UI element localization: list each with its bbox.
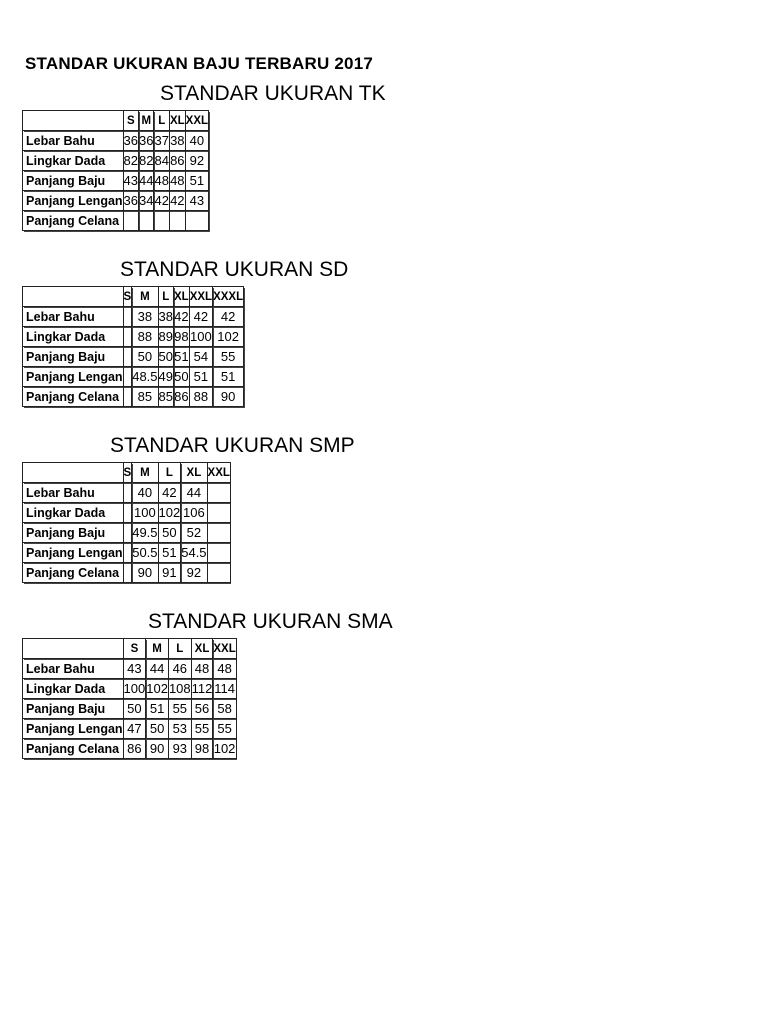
value-cell: 86 bbox=[169, 151, 185, 171]
value-cell bbox=[123, 483, 132, 503]
value-cell: 91 bbox=[158, 563, 181, 583]
value-cell: 48 bbox=[154, 171, 169, 191]
size-header-cell: L bbox=[158, 463, 181, 483]
size-header-cell: XL bbox=[181, 463, 207, 483]
value-cell bbox=[207, 543, 230, 563]
table-row bbox=[23, 699, 237, 719]
value-cell: 114 bbox=[213, 679, 236, 699]
value-cell: 36 bbox=[139, 131, 154, 151]
value-cell bbox=[123, 367, 132, 387]
table-row bbox=[23, 659, 237, 679]
size-header-cell: XXL bbox=[207, 463, 230, 483]
value-cell: 48 bbox=[169, 171, 185, 191]
value-cell: 102 bbox=[213, 739, 236, 759]
value-cell bbox=[123, 307, 132, 327]
value-cell: 55 bbox=[191, 719, 213, 739]
value-cell: 49.5 bbox=[132, 523, 158, 543]
value-cell: 44 bbox=[139, 171, 154, 191]
row-label: Panjang Celana bbox=[23, 211, 124, 231]
value-cell: 38 bbox=[158, 307, 173, 327]
value-cell: 49 bbox=[158, 367, 173, 387]
table-row bbox=[23, 387, 244, 407]
value-cell bbox=[169, 211, 185, 231]
value-cell bbox=[207, 523, 230, 543]
section-title: STANDAR UKURAN TK bbox=[160, 82, 386, 105]
size-header-cell: M bbox=[132, 463, 158, 483]
row-label: Panjang Baju bbox=[23, 523, 124, 543]
size-header-cell: XL bbox=[169, 111, 185, 131]
value-cell: 40 bbox=[132, 483, 158, 503]
row-label: Panjang Baju bbox=[23, 171, 124, 191]
value-cell bbox=[123, 523, 132, 543]
value-cell: 51 bbox=[174, 347, 190, 367]
size-header-cell: S bbox=[123, 287, 132, 307]
size-header-cell: XL bbox=[191, 639, 213, 659]
row-label: Lebar Bahu bbox=[23, 483, 124, 503]
size-header-cell: S bbox=[123, 111, 138, 131]
value-cell: 58 bbox=[213, 699, 236, 719]
header-row bbox=[23, 111, 209, 131]
table-row bbox=[23, 367, 244, 387]
size-header-cell: M bbox=[139, 111, 154, 131]
value-cell: 90 bbox=[146, 739, 169, 759]
value-cell bbox=[154, 211, 169, 231]
value-cell: 38 bbox=[132, 307, 158, 327]
section-title: STANDAR UKURAN SMP bbox=[110, 434, 355, 457]
value-cell: 48 bbox=[191, 659, 213, 679]
value-cell: 98 bbox=[174, 327, 190, 347]
value-cell: 51 bbox=[158, 543, 181, 563]
value-cell: 47 bbox=[123, 719, 146, 739]
value-cell bbox=[139, 211, 154, 231]
value-cell bbox=[207, 563, 230, 583]
value-cell: 102 bbox=[146, 679, 169, 699]
value-cell: 92 bbox=[181, 563, 207, 583]
size-header-cell: L bbox=[158, 287, 173, 307]
value-cell: 82 bbox=[123, 151, 138, 171]
size-header-cell: XXL bbox=[189, 287, 212, 307]
size-table-sma bbox=[22, 638, 237, 759]
size-header-cell: S bbox=[123, 639, 146, 659]
table-row bbox=[23, 151, 209, 171]
value-cell: 98 bbox=[191, 739, 213, 759]
table-row bbox=[23, 679, 237, 699]
size-table-tk bbox=[22, 110, 209, 231]
value-cell: 106 bbox=[181, 503, 207, 523]
table-row bbox=[23, 131, 209, 151]
value-cell: 55 bbox=[213, 719, 236, 739]
value-cell bbox=[123, 563, 132, 583]
row-label: Panjang Lengan bbox=[23, 367, 124, 387]
size-header-cell: L bbox=[168, 639, 191, 659]
value-cell: 93 bbox=[168, 739, 191, 759]
value-cell: 102 bbox=[213, 327, 244, 347]
value-cell: 82 bbox=[139, 151, 154, 171]
size-header-cell: M bbox=[146, 639, 169, 659]
value-cell bbox=[123, 347, 132, 367]
value-cell: 88 bbox=[189, 387, 212, 407]
value-cell: 46 bbox=[168, 659, 191, 679]
row-label: Panjang Celana bbox=[23, 739, 124, 759]
value-cell: 40 bbox=[185, 131, 208, 151]
table-row bbox=[23, 347, 244, 367]
row-label: Lebar Bahu bbox=[23, 131, 124, 151]
value-cell: 37 bbox=[154, 131, 169, 151]
value-cell: 85 bbox=[132, 387, 158, 407]
table-row bbox=[23, 739, 237, 759]
row-label: Lebar Bahu bbox=[23, 307, 124, 327]
header-row bbox=[23, 463, 231, 483]
value-cell: 36 bbox=[123, 191, 138, 211]
value-cell: 42 bbox=[154, 191, 169, 211]
table-row bbox=[23, 211, 209, 231]
header-corner-cell bbox=[23, 639, 124, 659]
size-header-cell: XXL bbox=[213, 639, 236, 659]
value-cell bbox=[185, 211, 208, 231]
value-cell: 50 bbox=[132, 347, 158, 367]
value-cell: 100 bbox=[189, 327, 212, 347]
row-label: Panjang Baju bbox=[23, 699, 124, 719]
value-cell: 51 bbox=[146, 699, 169, 719]
value-cell: 44 bbox=[181, 483, 207, 503]
table-row bbox=[23, 503, 231, 523]
value-cell: 34 bbox=[139, 191, 154, 211]
row-label: Panjang Lengan bbox=[23, 191, 124, 211]
section-title: STANDAR UKURAN SD bbox=[120, 258, 349, 281]
table-row bbox=[23, 483, 231, 503]
value-cell: 50 bbox=[146, 719, 169, 739]
value-cell: 50.5 bbox=[132, 543, 158, 563]
table-row bbox=[23, 307, 244, 327]
row-label: Panjang Lengan bbox=[23, 719, 124, 739]
size-header-cell: XXL bbox=[185, 111, 208, 131]
value-cell: 42 bbox=[189, 307, 212, 327]
value-cell: 43 bbox=[185, 191, 208, 211]
value-cell: 42 bbox=[174, 307, 190, 327]
section-title: STANDAR UKURAN SMA bbox=[148, 610, 393, 633]
value-cell: 51 bbox=[213, 367, 244, 387]
table-row bbox=[23, 191, 209, 211]
table-row bbox=[23, 171, 209, 191]
value-cell bbox=[123, 387, 132, 407]
value-cell bbox=[123, 503, 132, 523]
row-label: Lingkar Dada bbox=[23, 503, 124, 523]
header-corner-cell bbox=[23, 463, 124, 483]
row-label: Panjang Celana bbox=[23, 387, 124, 407]
row-label: Lingkar Dada bbox=[23, 327, 124, 347]
value-cell: 85 bbox=[158, 387, 173, 407]
table-row bbox=[23, 523, 231, 543]
table-row bbox=[23, 327, 244, 347]
header-corner-cell bbox=[23, 287, 124, 307]
value-cell: 50 bbox=[158, 523, 181, 543]
value-cell: 92 bbox=[185, 151, 208, 171]
value-cell bbox=[123, 543, 132, 563]
value-cell: 100 bbox=[132, 503, 158, 523]
table-row bbox=[23, 563, 231, 583]
value-cell: 86 bbox=[123, 739, 146, 759]
value-cell: 54 bbox=[189, 347, 212, 367]
value-cell bbox=[207, 483, 230, 503]
value-cell: 42 bbox=[169, 191, 185, 211]
size-header-cell: L bbox=[154, 111, 169, 131]
value-cell: 44 bbox=[146, 659, 169, 679]
size-header-cell: S bbox=[123, 463, 132, 483]
value-cell: 42 bbox=[213, 307, 244, 327]
header-row bbox=[23, 287, 244, 307]
value-cell: 43 bbox=[123, 171, 138, 191]
size-header-cell: M bbox=[132, 287, 158, 307]
value-cell bbox=[207, 503, 230, 523]
value-cell: 55 bbox=[168, 699, 191, 719]
page-title: STANDAR UKURAN BAJU TERBARU 2017 bbox=[25, 54, 374, 73]
value-cell: 90 bbox=[132, 563, 158, 583]
header-row bbox=[23, 639, 237, 659]
table-row bbox=[23, 543, 231, 563]
value-cell: 42 bbox=[158, 483, 181, 503]
size-header-cell: XXXL bbox=[213, 287, 244, 307]
value-cell: 108 bbox=[168, 679, 191, 699]
value-cell: 48 bbox=[213, 659, 236, 679]
value-cell: 50 bbox=[158, 347, 173, 367]
value-cell bbox=[123, 211, 138, 231]
value-cell: 36 bbox=[123, 131, 138, 151]
value-cell: 50 bbox=[174, 367, 190, 387]
value-cell: 56 bbox=[191, 699, 213, 719]
size-table-sd bbox=[22, 286, 244, 407]
value-cell: 54.5 bbox=[181, 543, 207, 563]
value-cell: 112 bbox=[191, 679, 213, 699]
row-label: Lebar Bahu bbox=[23, 659, 124, 679]
header-corner-cell bbox=[23, 111, 124, 131]
value-cell: 84 bbox=[154, 151, 169, 171]
row-label: Panjang Lengan bbox=[23, 543, 124, 563]
row-label: Lingkar Dada bbox=[23, 151, 124, 171]
table-row bbox=[23, 719, 237, 739]
value-cell: 89 bbox=[158, 327, 173, 347]
row-label: Panjang Baju bbox=[23, 347, 124, 367]
value-cell: 50 bbox=[123, 699, 146, 719]
value-cell: 90 bbox=[213, 387, 244, 407]
value-cell: 100 bbox=[123, 679, 146, 699]
value-cell: 55 bbox=[213, 347, 244, 367]
value-cell: 51 bbox=[189, 367, 212, 387]
row-label: Lingkar Dada bbox=[23, 679, 124, 699]
value-cell bbox=[123, 327, 132, 347]
value-cell: 38 bbox=[169, 131, 185, 151]
value-cell: 52 bbox=[181, 523, 207, 543]
value-cell: 86 bbox=[174, 387, 190, 407]
value-cell: 88 bbox=[132, 327, 158, 347]
value-cell: 43 bbox=[123, 659, 146, 679]
value-cell: 53 bbox=[168, 719, 191, 739]
size-table-smp bbox=[22, 462, 231, 583]
size-header-cell: XL bbox=[174, 287, 190, 307]
value-cell: 51 bbox=[185, 171, 208, 191]
row-label: Panjang Celana bbox=[23, 563, 124, 583]
value-cell: 102 bbox=[158, 503, 181, 523]
value-cell: 48.5 bbox=[132, 367, 158, 387]
